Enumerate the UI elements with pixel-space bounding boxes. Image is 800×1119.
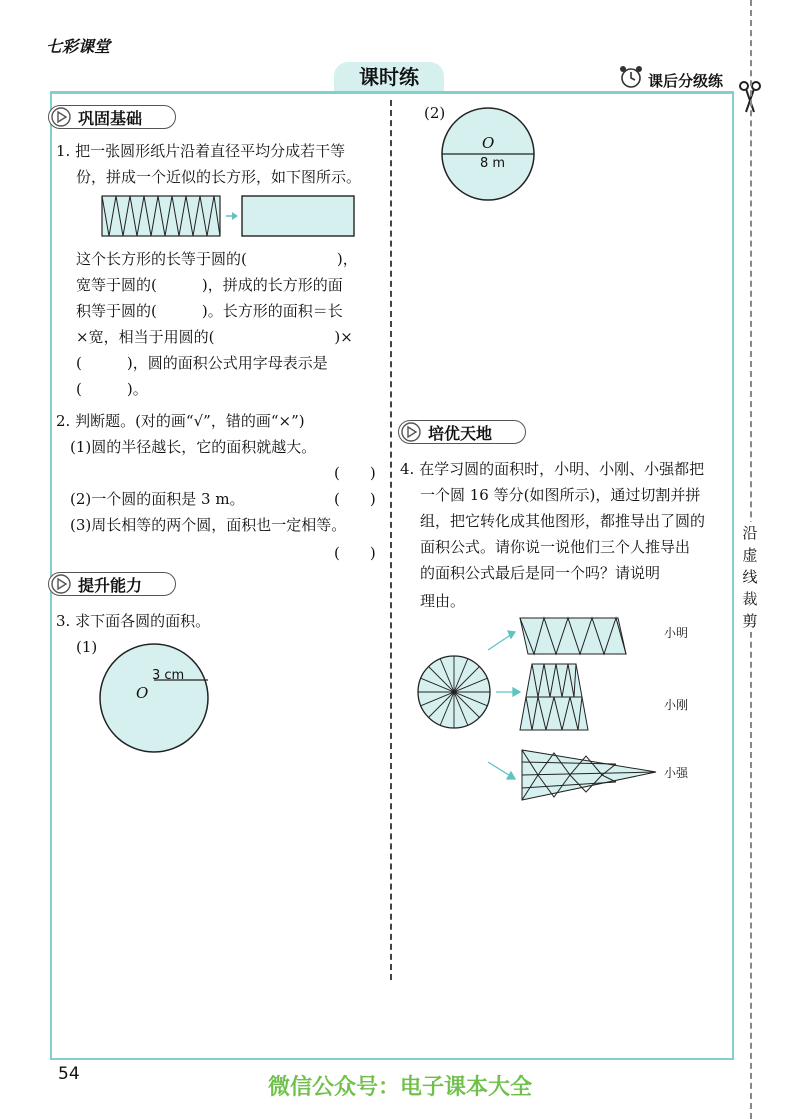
q4-line: 4. 在学习圆的面积时，小明、小刚、小强都把 xyxy=(400,460,705,478)
header-subtitle: 课后分级练 xyxy=(648,72,724,90)
q3-label-1: (1) xyxy=(76,638,98,656)
q1-line: ×宽，相当于用圆的( )× xyxy=(76,328,353,346)
q3-title: 3. 求下面各圆的面积。 xyxy=(56,612,211,630)
divided-circle xyxy=(418,656,490,728)
name-xiaogang: 小刚 xyxy=(664,698,689,712)
column-divider xyxy=(390,100,392,980)
q2-title: 2. 判断题。(对的画“√”，错的画“×”) xyxy=(56,412,305,430)
section-title: 培优天地 xyxy=(428,424,493,443)
q1-line: 宽等于圆的( )，拼成的长方形的面 xyxy=(76,276,343,294)
q1-line: 这个长方形的长等于圆的( )， xyxy=(76,250,358,268)
diameter-label: 8 m xyxy=(480,156,506,171)
answer-paren[interactable]: ( ) xyxy=(334,464,376,482)
play-icon xyxy=(51,574,73,594)
q1-line: 份，拼成一个近似的长方形，如下图所示。 xyxy=(76,168,362,186)
page-number: 54 xyxy=(58,1064,80,1084)
q3-label-2: (2) xyxy=(424,104,446,122)
q1-line: ( )，圆的面积公式用字母表示是 xyxy=(76,354,328,372)
play-icon xyxy=(51,107,73,127)
answer-paren[interactable]: ( ) xyxy=(334,490,376,508)
play-icon xyxy=(401,422,423,442)
q1-line: ( )。 xyxy=(76,380,148,398)
q4-line: 面积公式。请你说一说他们三个人推导出 xyxy=(420,538,691,556)
triangle-xiaoqiang xyxy=(522,750,656,800)
q1-line: 积等于圆的( )。长方形的面积＝长 xyxy=(76,302,343,320)
section-title: 巩固基础 xyxy=(78,109,143,128)
q2-item: (1)圆的半径越长，它的面积就越大。 xyxy=(70,438,317,456)
alarm-clock-icon xyxy=(618,64,644,90)
trapezoid-xiaogang xyxy=(520,664,588,730)
name-xiaoming: 小明 xyxy=(664,626,689,640)
q1-line: 1. 把一张圆形纸片沿着直径平均分成若干等 xyxy=(56,142,346,160)
center-label: O xyxy=(136,684,149,702)
circle-figure-1 xyxy=(96,640,212,756)
name-xiaoqiang: 小强 xyxy=(664,766,689,780)
page-title: 课时练 xyxy=(334,62,444,92)
answer-paren[interactable]: ( ) xyxy=(334,544,376,562)
q4-line: 理由。 xyxy=(420,592,466,610)
brand-logo: 七彩课堂 xyxy=(46,37,111,56)
circle-to-rectangle-figure xyxy=(100,192,360,242)
q2-item: (3)周长相等的两个圆，面积也一定相等。 xyxy=(70,516,347,534)
sixteen-sectors-figure xyxy=(416,612,666,807)
q4-line: 组，把它转化成其他图形，都推导出了圆的 xyxy=(420,512,706,530)
cut-instruction: 沿虚线裁剪 xyxy=(739,522,761,632)
section-title: 提升能力 xyxy=(78,576,143,595)
q4-line: 的面积公式最后是同一个吗？请说明 xyxy=(420,564,661,582)
radius-label: 3 cm xyxy=(152,668,185,683)
parallelogram-xiaoming xyxy=(520,618,626,654)
circle-figure-2 xyxy=(440,106,536,202)
center-label: O xyxy=(482,134,495,152)
q4-line: 一个圆 16 等分(如图所示)，通过切割并拼 xyxy=(420,486,701,504)
q2-item: (2)一个圆的面积是 3 m。 xyxy=(70,490,245,508)
footer-banner: 微信公众号：电子课本大全 xyxy=(267,1075,532,1100)
